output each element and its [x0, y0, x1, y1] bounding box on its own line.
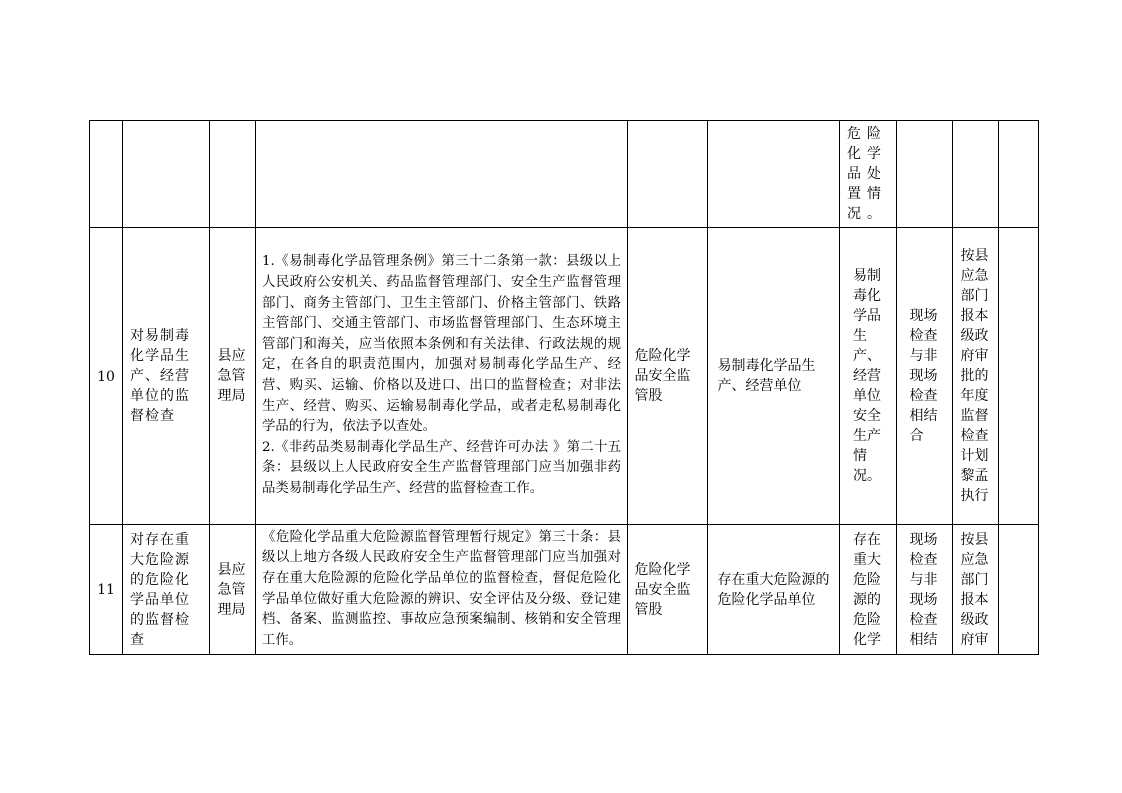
basis-paragraph: 2.《非药品类易制毒化学品生产、经营许可办法 》第二十五条：县级以上人民政府安全生产监督管理部门应当加强非药品类易制毒化学品生产、经营的监督检查工作。 — [262, 439, 621, 496]
cell-note — [999, 121, 1039, 228]
cell-number: 10 — [90, 228, 123, 525]
cell-content: 易制毒化学品生产、经营单位安全生产情况。 — [840, 228, 897, 525]
cell-basis — [256, 228, 628, 525]
table-row — [90, 228, 1039, 525]
table-row — [90, 525, 1039, 655]
cell-content: 危险化学品处置情况。 — [840, 121, 897, 228]
cell-object — [708, 121, 840, 228]
cell-item — [123, 121, 210, 228]
cell-dept — [210, 121, 256, 228]
cell-method — [897, 121, 953, 228]
cell-item: 对易制毒化学品生产、经营单位的监督检查 — [123, 228, 210, 525]
cell-unit — [628, 121, 708, 228]
cell-content: 存在重大危险源的危险化学 — [840, 525, 897, 655]
table-row — [90, 121, 1039, 228]
cell-object: 易制毒化学品生产、经营单位 — [708, 228, 840, 525]
cell-note — [999, 228, 1039, 525]
cell-method: 现场检查与非现场检查相结合 — [897, 228, 953, 525]
cell-basis — [256, 121, 628, 228]
cell-object: 存在重大危险源的危险化学品单位 — [708, 525, 840, 655]
cell-dept: 县应急管理局 — [210, 525, 256, 655]
basis-paragraph: 1.《易制毒化学品管理条例》第三十二条第一款：县级以上人民政府公安机关、药品监督管理部门、安全生产监督管理部门、商务主管部门、卫生主管部门、价格主管部门、铁路主管部门、交通主管部门、市场监督管理部门、生态环境主管部门和海关，应当依照本条例和有关法律、行政法规的规定，在各自的职责范围内，加强对易制毒化学品生产、经营、购买、运输、价格以及进口、出口的监督检查；对非法生产、经营、购买、运输易制毒化学品，或者走私易制毒化学品的行为，依法予以查处。 — [262, 254, 621, 435]
cell-plan — [953, 121, 999, 228]
cell-basis — [256, 525, 628, 655]
cell-note — [999, 525, 1039, 655]
cell-unit: 危险化学品安全监管股 — [628, 228, 708, 525]
cell-method: 现场检查与非现场检查相结 — [897, 525, 953, 655]
cell-item: 对存在重大危险源的危险化学品单位的监督检查 — [123, 525, 210, 655]
cell-plan: 按县应急部门报本级政府审批的年度监督检查计划黎孟执行 — [953, 228, 999, 525]
cell-plan: 按县应急部门报本级政府审 — [953, 525, 999, 655]
cell-number: 11 — [90, 525, 123, 655]
enforcement-table — [89, 120, 1039, 655]
cell-number — [90, 121, 123, 228]
cell-dept: 县应急管理局 — [210, 228, 256, 525]
basis-paragraph: 《危险化学品重大危险源监督管理暂行规定》第三十条：县级以上地方各级人民政府安全生产监督管理部门应当加强对存在重大危险源的危险化学品单位的监督检查，督促危险化学品单位做好重大危险源的辨识、安全评估及分级、登记建档、备案、监测监控、事故应急预案编制、核销和安全管理工作。 — [262, 529, 621, 648]
cell-unit: 危险化学品安全监管股 — [628, 525, 708, 655]
